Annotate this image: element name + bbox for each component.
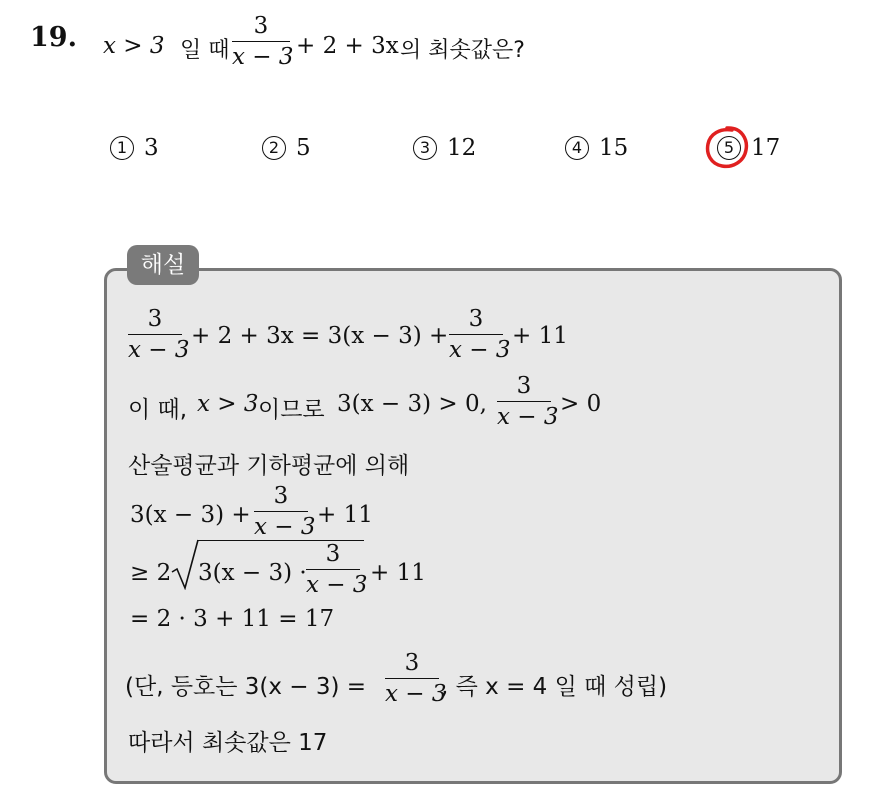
- choice-1-value: 3: [144, 135, 159, 161]
- sol-l5-frac-den: x − 3: [306, 572, 368, 598]
- sol-l1-frac-2-num: 3: [468, 306, 484, 332]
- sol-l4-tail: + 11: [317, 502, 373, 528]
- sol-l6-text: = 2 · 3 + 11 = 17: [130, 606, 335, 632]
- sol-l1-tail: + 11: [512, 323, 568, 349]
- sol-l2-prefix: 이 때,: [128, 397, 188, 423]
- sol-l5-radicand: 3(x − 3) ·: [198, 560, 307, 586]
- choice-3-marker: 3: [413, 136, 437, 160]
- sol-l4-frac: [254, 483, 316, 540]
- choice-5-value: 17: [751, 135, 781, 161]
- answer-circle-mark: [702, 122, 752, 172]
- sol-l5-prefix: ≥ 2: [130, 560, 172, 586]
- sol-l5-frac: [306, 541, 368, 598]
- question-fraction: [232, 13, 294, 70]
- sol-l3-text: 산술평균과 기하평균에 의해: [128, 453, 410, 479]
- sol-l2-frac-den: x − 3: [497, 404, 559, 430]
- choice-3[interactable]: [413, 135, 476, 161]
- choice-2-value: 5: [296, 135, 311, 161]
- question-expression-tail: + 2 + 3x: [296, 33, 399, 59]
- sol-l2-tail: > 0: [560, 391, 602, 417]
- question-condition-text: 일 때: [180, 38, 230, 63]
- sol-l7-frac-den: x − 3: [385, 681, 447, 707]
- sol-l1-frac-1: [128, 306, 190, 363]
- choice-1-marker: 1: [110, 136, 134, 160]
- choice-2[interactable]: [262, 135, 311, 161]
- sol-l5-frac-num: 3: [325, 541, 341, 567]
- choice-3-value: 12: [447, 135, 477, 161]
- choice-2-marker: 2: [262, 136, 286, 160]
- question-number: 19.: [30, 22, 77, 53]
- sol-l7-tail: , 즉 x = 4 일 때 성립): [441, 674, 668, 700]
- question-ask: 의 최솟값은?: [400, 38, 525, 63]
- sol-l2-frac-num: 3: [516, 373, 532, 399]
- choice-4-value: 15: [599, 135, 629, 161]
- question-frac-denominator: x − 3: [232, 44, 294, 70]
- sol-l1-frac-2: [449, 306, 511, 363]
- sol-l4-frac-num: 3: [273, 483, 289, 509]
- sol-l7-frac-num: 3: [404, 650, 420, 676]
- sol-l1-frac-2-den: x − 3: [449, 337, 511, 363]
- sol-l1-frac-1-num: 3: [147, 306, 163, 332]
- solution-tag: 해설: [127, 245, 199, 285]
- choice-4-marker: 4: [565, 136, 589, 160]
- sqrt-sign-icon: [170, 538, 200, 590]
- sol-l2-connector: 이므로: [258, 397, 325, 423]
- sol-l1-middle: + 2 + 3x = 3(x − 3) +: [191, 323, 449, 349]
- sol-l7-frac: [385, 650, 447, 707]
- sol-l7-prefix: (단, 등호는 3(x − 3) =: [125, 674, 367, 700]
- sol-l2-condition: x > 3: [197, 391, 259, 417]
- sol-l5-tail: + 11: [370, 560, 426, 586]
- sol-l8-text: 따라서 최솟값은 17: [128, 730, 328, 756]
- choice-5-marker: 5: [717, 136, 741, 160]
- sol-l4-frac-den: x − 3: [254, 514, 316, 540]
- sol-l4-prefix: 3(x − 3) +: [130, 502, 251, 528]
- sol-l2-frac: [497, 373, 559, 430]
- sol-l1-frac-1-den: x − 3: [128, 337, 190, 363]
- choice-4[interactable]: [565, 135, 628, 161]
- question-frac-numerator: 3: [253, 13, 269, 39]
- choice-1[interactable]: [110, 135, 159, 161]
- question-condition: x > 3: [103, 33, 165, 59]
- sol-l2-inequality: 3(x − 3) > 0,: [337, 391, 487, 417]
